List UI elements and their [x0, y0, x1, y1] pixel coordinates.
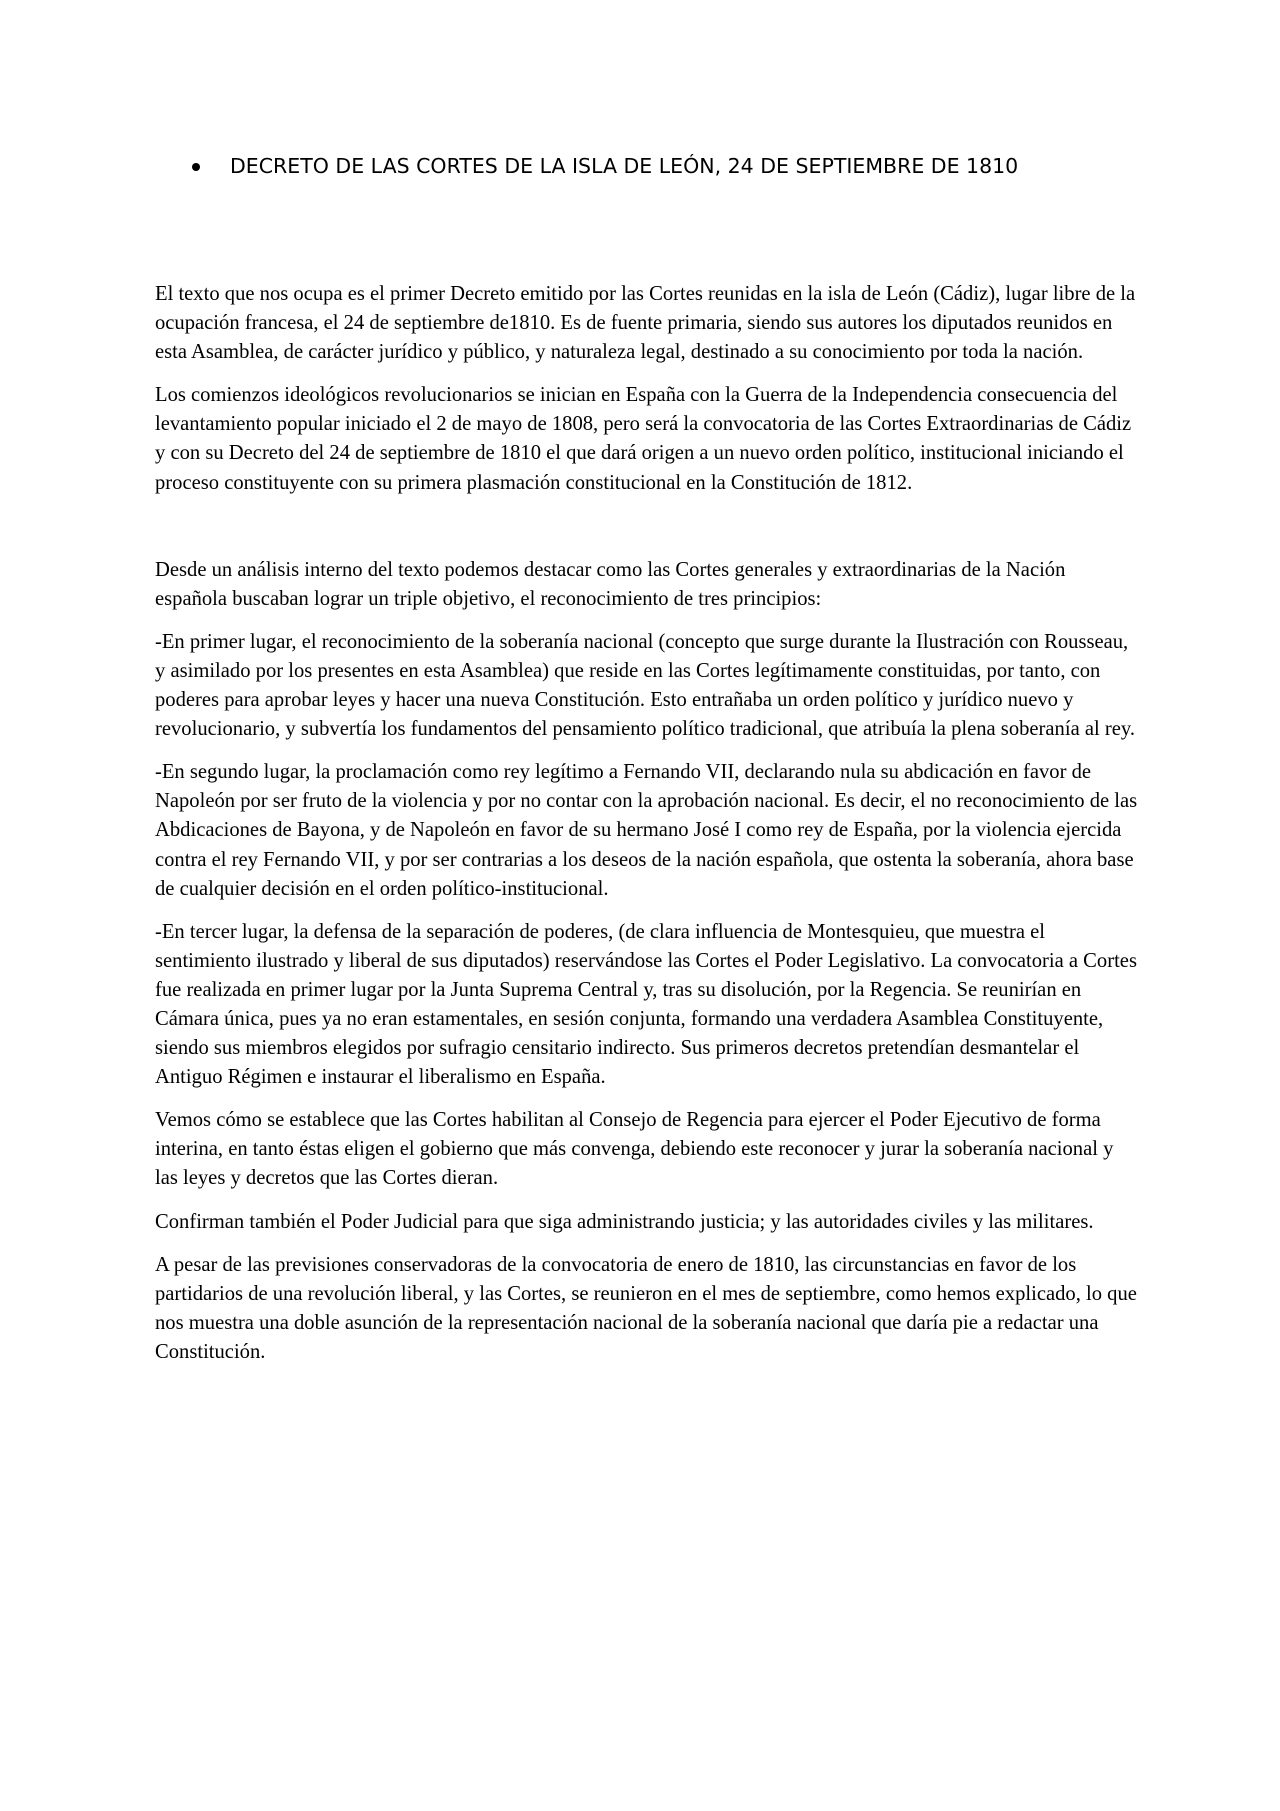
- paragraph-intro: El texto que nos ocupa es el primer Decreto emitido por las Cortes reunidas en la isla de León (Cádiz), lugar libre de la ocupación francesa, el 24 de septiembre de1810. Es de fuente primaria, siendo sus autores los diputados reunidos en esta Asamblea, de carácter jurídico y público, y naturaleza legal, destinado a su conocimiento por toda la nación.: [155, 283, 1136, 364]
- paragraph-second-principle: -En segundo lugar, la proclamación como rey legítimo a Fernando VII, declarando nula su abdicación en favor de Napoleón por ser fruto de la violencia y por no contar con la aprobación nacional. Es decir, el no reconocimiento de las Abdicaciones de Bayona, y de Napoleón en favor de su hermano José I como rey de España, por la violencia ejercida contra el rey Fernando VII, y por ser contrarias a los deseos de la nación española, que ostenta la soberanía, ahora base de cualquier decisión en el orden político-institucional.: [155, 761, 1138, 900]
- document-body: [155, 280, 1140, 1381]
- paragraph-conclusion: A pesar de las previsiones conservadoras de la convocatoria de enero de 1810, las circunstancias en favor de los partidarios de una revolución liberal, y las Cortes, se reunieron en el mes de septiembre, como hemos explicado, lo que nos muestra una doble asunción de la representación nacional de la soberanía nacional que daría pie a redactar una Constitución.: [155, 1253, 1137, 1363]
- paragraph-third-principle: -En tercer lugar, la defensa de la separación de poderes, (de clara influencia de Montesquieu, que muestra el sentimiento ilustrado y liberal de sus diputados) reservándose las Cortes el Poder Legislativo. La convocatoria a Cortes fue realizada en primer lugar por la Junta Suprema Central y, tras su disolución, por la Regencia. Se reunirían en Cámara única, pues ya no eran estamentales, en sesión conjunta, formando una verdadera Asamblea Constituyente, siendo sus miembros elegidos por sufragio censitario indirecto. Sus primeros decretos pretendían desmantelar el Antiguo Régimen e instaurar el liberalismo en España.: [155, 920, 1137, 1089]
- paragraph-judicial: Confirman también el Poder Judicial para que siga administrando justicia; y las autoridades civiles y las militares.: [155, 1210, 1094, 1233]
- bullet-icon: [192, 163, 200, 171]
- heading-list-item: [192, 152, 1092, 181]
- paragraph-analysis: Desde un análisis interno del texto podemos destacar como las Cortes generales y extraordinarias de la Nación española buscaban lograr un triple objetivo, el reconocimiento de tres principios:: [155, 558, 1066, 610]
- paragraph-first-principle: -En primer lugar, el reconocimiento de la soberanía nacional (concepto que surge durante la Ilustración con Rousseau, y asimilado por los presentes en esta Asamblea) que reside en las Cortes legítimamente constituidas, por tanto, con poderes para aprobar leyes y hacer una nueva Constitución. Esto entrañaba un orden político y jurídico nuevo y revolucionario, y subvertía los fundamentos del pensamiento político tradicional, que atribuía la plena soberanía al rey.: [155, 630, 1135, 741]
- document-heading: DECRETO DE LAS CORTES DE LA ISLA DE LEÓN, 24 DE SEPTIEMBRE DE 1810: [230, 154, 1019, 178]
- paragraph-context: Los comienzos ideológicos revolucionarios se inician en España con la Guerra de la Independencia consecuencia del levantamiento popular iniciado el 2 de mayo de 1808, pero será la convocatoria de las Cortes Extraordinarias de Cádiz y con su Decreto del 24 de septiembre de 1810 el que dará origen a un nuevo orden político, institucional iniciando el proceso constituyente con su primera plasmación constitucional en la Constitución de 1812.: [155, 384, 1132, 494]
- paragraph-executive: Vemos cómo se establece que las Cortes habilitan al Consejo de Regencia para ejercer el Poder Ejecutivo de forma interina, en tanto éstas eligen el gobierno que más convenga, debiendo este reconocer y jurar la soberanía nacional y las leyes y decretos que las Cortes dieran.: [155, 1109, 1114, 1190]
